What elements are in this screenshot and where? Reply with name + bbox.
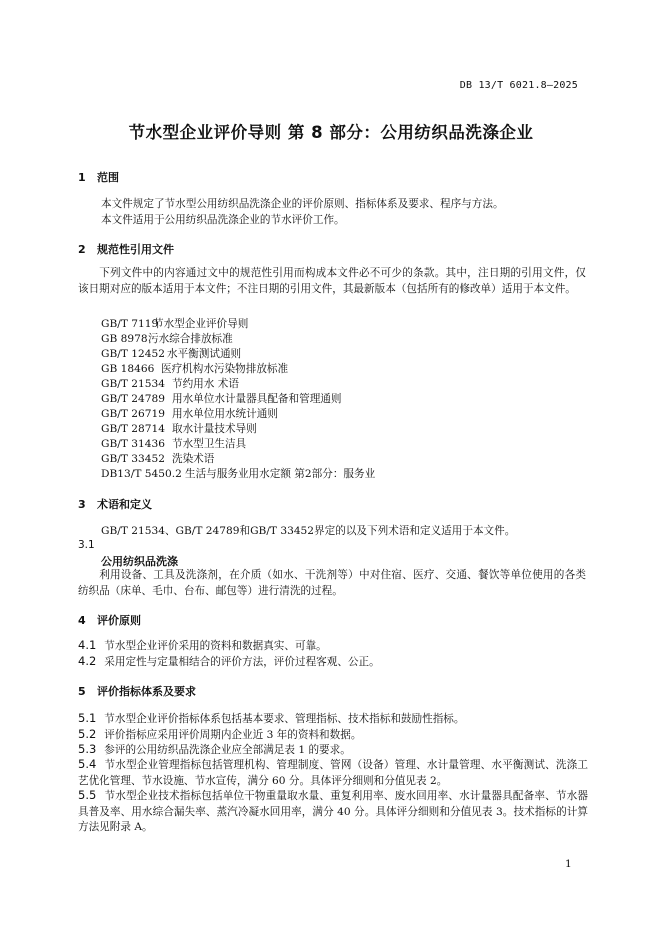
clause-5-1 (78, 711, 588, 728)
reference-item (101, 466, 375, 481)
clause-number: 5.1 (78, 711, 97, 725)
reference-item (101, 406, 278, 421)
page-number: 1 (565, 858, 572, 870)
reference-item (101, 346, 241, 361)
reference-title: 节约用水 术语 (172, 378, 239, 390)
clause-number: 5.5 (78, 788, 97, 802)
reference-code: GB/T 7119 (101, 318, 159, 330)
reference-title: 污水综合排放标准 (148, 333, 233, 345)
reference-item (101, 436, 246, 451)
reference-code: GB/T 33452 (101, 453, 165, 465)
reference-item (101, 361, 288, 376)
section-1-para-2: 本文件适用于公用纺织品洗涤企业的节水评价工作。 (101, 214, 345, 226)
reference-item (101, 451, 214, 466)
reference-code: GB/T 31436 (101, 438, 165, 450)
section-2-heading (78, 241, 174, 257)
reference-title: 用水单位水计量器具配备和管理通则 (172, 393, 342, 405)
clause-5-4 (78, 757, 588, 789)
clause-text: 节水型企业评价采用的资料和数据真实、可靠。 (104, 640, 327, 652)
reference-title: 节水型卫生洁具 (172, 438, 247, 450)
reference-code: GB/T 28714 (101, 423, 165, 435)
standard-code: DB 13/T 6021.8—2025 (459, 80, 578, 91)
clause-text: 节水型企业技术指标包括单位干物重量取水量、重复利用率、废水回用率、水计量器具配备率、节水器具普及率、用水综合漏失率、蒸汽冷凝水回用率，满分 40 分。具体评分细则和分值见表 3。技术指标的计算方法见附录 A。 (78, 790, 588, 833)
section-number: 4 (78, 614, 86, 627)
reference-item (101, 316, 248, 331)
clause-text: 评价指标应采用评价周期内企业近 3 年的资料和数据。 (104, 729, 362, 741)
clause-text: 采用定性与定量相结合的评价方法，评价过程客观、公正。 (104, 656, 380, 668)
section-title: 评价原则 (97, 614, 141, 627)
section-title: 规范性引用文件 (97, 243, 174, 256)
section-3-intro: GB/T 21534、GB/T 24789和GB/T 33452界定的以及下列术语和定义适用于本文件。 (101, 525, 516, 537)
clause-number: 4.1 (78, 638, 97, 652)
section-1-heading (78, 169, 119, 185)
section-title: 术语和定义 (97, 498, 152, 511)
reference-code: GB/T 12452 (101, 348, 165, 360)
clause-text: 参评的公用纺织品洗涤企业应全部满足表 1 的要求。 (104, 744, 351, 756)
reference-item (101, 376, 239, 391)
reference-title: 节水型企业评价导则 (153, 318, 249, 330)
reference-code: GB/T 21534 (101, 378, 165, 390)
clause-text: 节水型企业评价指标体系包括基本要求、管理指标、技术指标和鼓励性指标。 (104, 713, 465, 725)
clause-text: 节水型企业管理指标包括管理机构、管理制度、管网（设备）管理、水计量管理、水平衡测试、洗涤工艺优化管理、节水设施、节水宣传，满分 60 分。具体评分细则和分值见表 2。 (78, 759, 588, 787)
reference-title: 取水计量技术导则 (172, 423, 257, 435)
section-number: 3 (78, 498, 86, 511)
section-title: 评价指标体系及要求 (97, 685, 196, 698)
reference-item (101, 331, 233, 346)
section-number: 1 (78, 171, 86, 184)
section-4-heading (78, 612, 141, 628)
reference-code: GB/T 24789 (101, 393, 165, 405)
section-5-heading (78, 683, 196, 699)
term-definition: 利用设备、工具及洗涤剂，在介质（如水、干洗剂等）中对住宿、医疗、交通、餐饮等单位使用的各类纺织品（床单、毛巾、台布、邮包等）进行清洗的过程。 (78, 569, 586, 597)
reference-title: 医疗机构水污染物排放标准 (161, 363, 289, 375)
clause-number: 5.4 (78, 757, 97, 771)
section-title: 范围 (97, 171, 119, 184)
clause-number: 5.2 (78, 727, 97, 741)
clause-4-1 (78, 638, 588, 655)
clause-number: 5.3 (78, 742, 97, 756)
reference-item (101, 421, 257, 436)
section-3-heading (78, 496, 152, 512)
term-number: 3.1 (78, 539, 95, 551)
reference-code: GB 18466 (101, 363, 155, 375)
clause-5-5 (78, 788, 588, 836)
reference-title: 洗染术语 (172, 453, 215, 465)
reference-code: GB/T 26719 (101, 408, 165, 420)
clause-4-2 (78, 654, 588, 671)
term-name: 公用纺织品洗涤 (101, 555, 178, 568)
section-number: 5 (78, 685, 86, 698)
reference-title: 生活与服务业用水定额 第2部分：服务业 (185, 468, 376, 480)
reference-code: GB 8978 (101, 333, 148, 345)
reference-title: 水平衡测试通则 (167, 348, 242, 360)
reference-code: DB13/T 5450.2 (101, 468, 182, 480)
section-1-para-1: 本文件规定了节水型公用纺织品洗涤企业的评价原则、指标体系及要求、程序与方法。 (101, 198, 504, 210)
section-number: 2 (78, 243, 86, 256)
reference-item (101, 391, 342, 406)
section-2-intro: 下列文件中的内容通过文中的规范性引用而构成本文件必不可少的条款。其中，注日期的引用文件，仅该日期对应的版本适用于本文件；不注日期的引用文件，其最新版本（包括所有的修改单）适用于本文件。 (78, 267, 586, 295)
reference-title: 用水单位用水统计通则 (172, 408, 278, 420)
clause-number: 4.2 (78, 654, 97, 668)
document-title: 节水型企业评价导则 第 8 部分：公用纺织品洗涤企业 (128, 123, 534, 142)
